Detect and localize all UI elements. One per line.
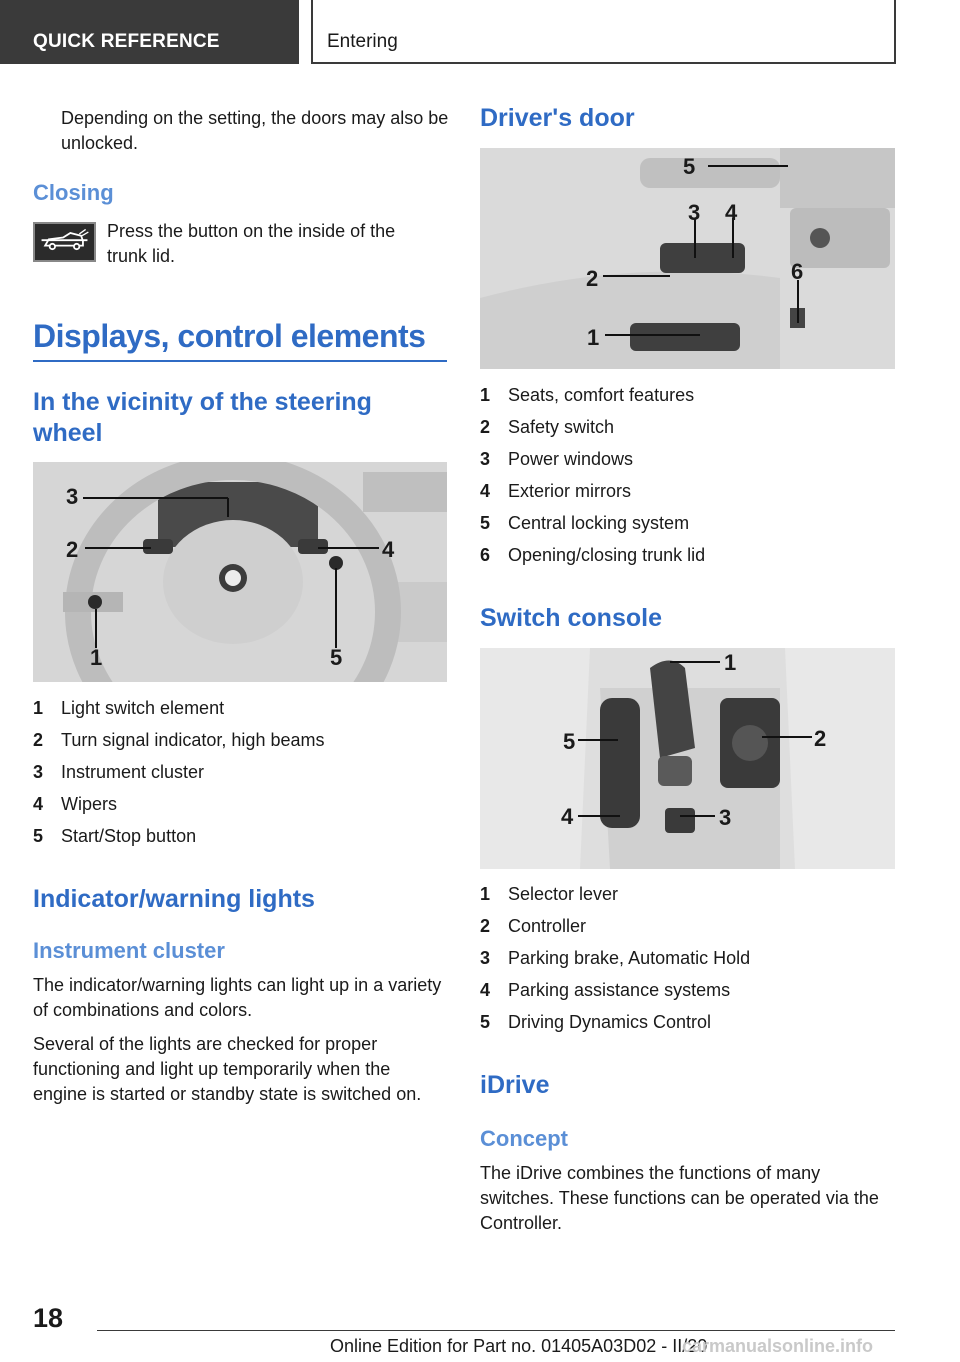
callout-steering-3: 3	[66, 484, 79, 509]
header-chapter-tab	[311, 0, 896, 64]
concept-heading: Concept	[480, 1126, 568, 1151]
callout-door-2: 2	[586, 266, 599, 291]
header-section-tab	[0, 0, 299, 64]
closing-heading: Closing	[33, 180, 114, 205]
callout-console-1: 1	[724, 650, 737, 675]
drivers-door-legend	[480, 384, 895, 576]
legend-item: 2 Safety switch	[480, 417, 615, 437]
switch-console-heading: Switch console	[480, 604, 662, 632]
intro-paragraph: Depending on the setting, the doors may also be unlocked.	[61, 108, 449, 153]
callout-door-3: 3	[688, 200, 701, 225]
drivers-door-heading: Driver's door	[480, 104, 635, 132]
legend-item: 5 Driving Dynamics Control	[480, 1012, 712, 1032]
steering-legend	[33, 697, 447, 857]
footer-rule	[97, 1330, 895, 1331]
legend-item: 3 Parking brake, Automatic Hold	[480, 948, 751, 968]
closing-text: Press the button on the inside of the trunk lid.	[107, 221, 396, 266]
callout-steering-1: 1	[90, 645, 103, 670]
callout-steering-2: 2	[66, 537, 79, 562]
callout-console-4: 4	[561, 804, 574, 829]
legend-item: 1 Seats, comfort features	[480, 385, 695, 405]
warning-para-1: The indicator/warning lights can light up in a variety of combinations and colors.	[33, 975, 442, 1020]
drivers-door-figure	[480, 148, 895, 369]
idrive-text: The iDrive combines the functions of many switches. These functions can be operated via the Controller.	[480, 1163, 879, 1233]
callout-door-4: 4	[725, 200, 738, 225]
switch-console-figure	[480, 648, 895, 869]
callout-console-3: 3	[719, 805, 732, 830]
legend-item: 2 Turn signal indicator, high beams	[33, 730, 325, 750]
switch-console-legend	[480, 883, 895, 1043]
callout-console-2: 2	[814, 726, 827, 751]
watermark-text: carmanualsonline.info	[682, 1336, 874, 1356]
warning-para-2: Several of the lights are checked for proper functioning and light up temporarily when the engine is started or standby state is switched on.	[33, 1034, 422, 1104]
legend-item: 4 Parking assistance systems	[480, 980, 731, 1000]
legend-item: 1 Selector lever	[480, 884, 619, 904]
legend-item: 3 Power windows	[480, 449, 634, 469]
trunk-open-icon	[33, 222, 96, 262]
header-section-label: QUICK REFERENCE	[33, 31, 220, 52]
legend-item: 1 Light switch element	[33, 698, 225, 718]
steering-heading: In the vicinity of the steering wheel	[33, 388, 372, 447]
callout-door-1: 1	[587, 325, 600, 350]
callout-door-5: 5	[683, 154, 696, 179]
warning-heading: Indicator/warning lights	[33, 885, 315, 913]
footer-edition: Online Edition for Part no. 01405A03D02 - II/20	[330, 1336, 708, 1356]
legend-item: 3 Instrument cluster	[33, 762, 205, 782]
legend-item: 4 Exterior mirrors	[480, 481, 632, 501]
section-heading-displays: Displays, control elements	[33, 318, 426, 354]
callout-console-5: 5	[563, 729, 576, 754]
legend-item: 4 Wipers	[33, 794, 118, 814]
section-rule	[33, 360, 447, 362]
callout-steering-4: 4	[382, 537, 395, 562]
legend-item: 5 Start/Stop button	[33, 826, 197, 846]
callout-door-6: 6	[791, 259, 804, 284]
instrument-cluster-heading: Instrument cluster	[33, 938, 225, 963]
header-chapter-label: Entering	[327, 31, 398, 52]
page-number: 18	[33, 1303, 64, 1333]
legend-item: 6 Opening/closing trunk lid	[480, 545, 706, 565]
callout-steering-5: 5	[330, 645, 343, 670]
idrive-heading: iDrive	[480, 1071, 550, 1099]
legend-item: 5 Central locking system	[480, 513, 690, 533]
legend-item: 2 Controller	[480, 916, 587, 936]
